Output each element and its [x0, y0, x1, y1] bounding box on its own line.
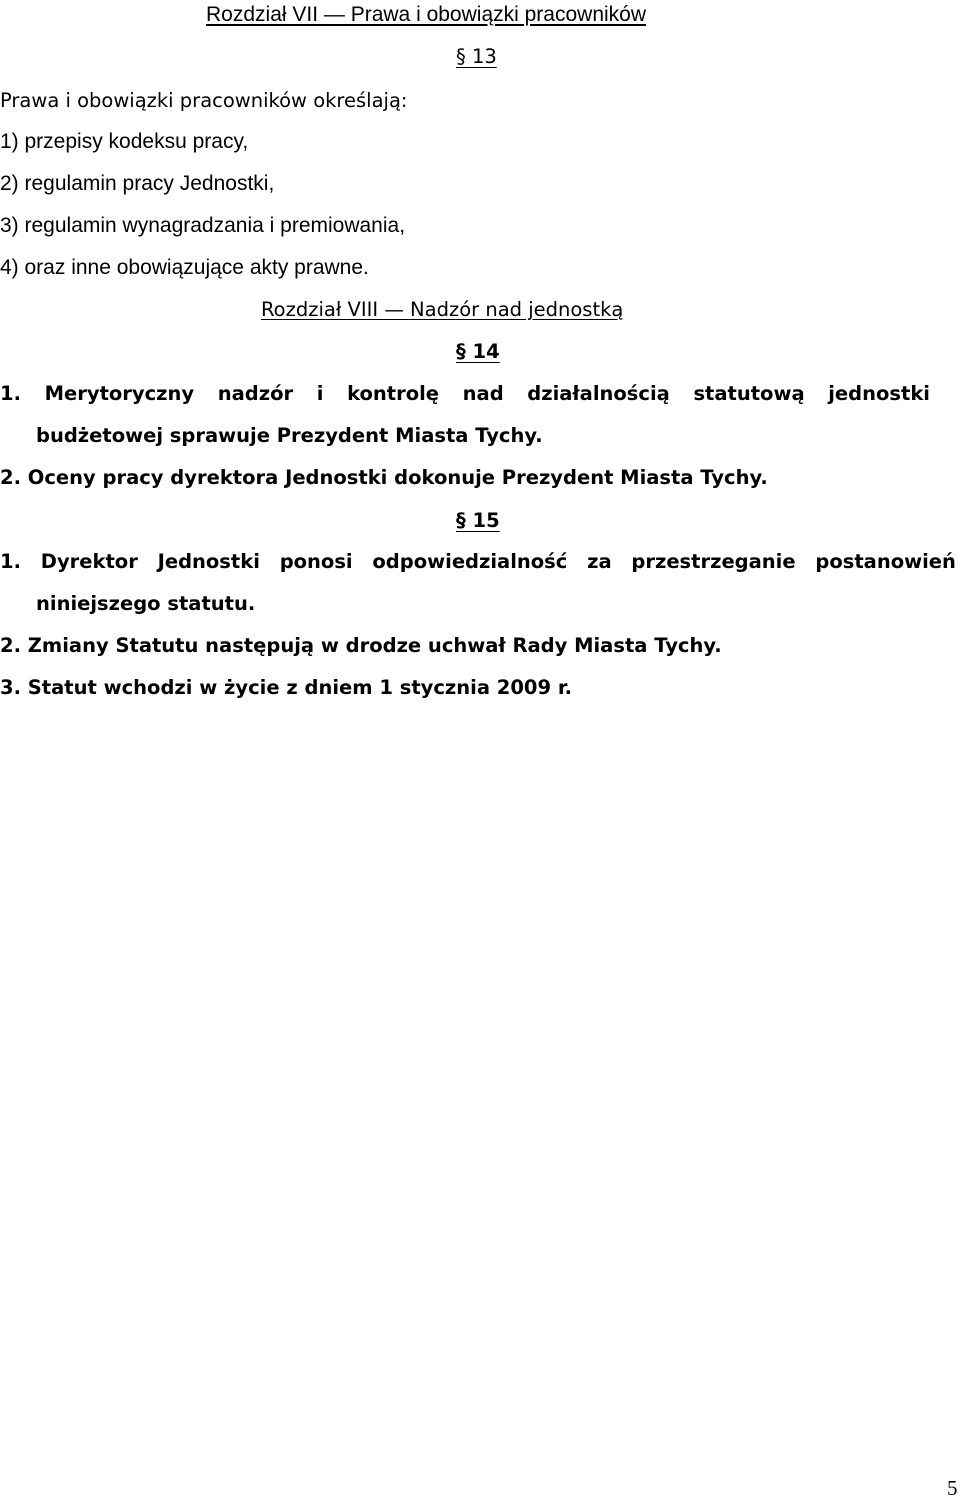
rights-item-2: 2) regulamin pracy Jednostki, — [0, 172, 275, 195]
word: za — [587, 550, 612, 573]
paragraph-14-marker: § 14 — [456, 340, 500, 363]
chapter-7-heading: Rozdział VII — Prawa i obowiązki pracowników — [206, 3, 647, 26]
paragraph-15-point-2: 2. Zmiany Statutu następują w drodze uchwał Rady Miasta Tychy. — [0, 634, 722, 657]
point-number: 1. — [0, 382, 21, 405]
rights-item-3: 3) regulamin wynagradzania i premiowania, — [0, 214, 406, 237]
word: Dyrektor — [40, 550, 138, 573]
chapter-8-heading: Rozdział VIII — Nadzór nad jednostką — [261, 298, 624, 321]
word: Jednostki — [157, 550, 260, 573]
paragraph-14-point-2: 2. Oceny pracy dyrektora Jednostki dokonuje Prezydent Miasta Tychy. — [0, 466, 768, 489]
word: ponosi — [279, 550, 353, 573]
rights-item-1: 1) przepisy kodeksu pracy, — [0, 130, 249, 153]
paragraph-15-point-1-line-1 — [0, 549, 956, 575]
word: postanowień — [815, 550, 956, 573]
paragraph-15-marker: § 15 — [456, 509, 500, 532]
word: i — [316, 382, 324, 405]
word: nadzór — [217, 382, 294, 405]
paragraph-15-point-3: 3. Statut wchodzi w życie z dniem 1 stycznia 2009 r. — [0, 676, 573, 699]
word: działalnością — [527, 382, 670, 405]
paragraph-13-marker: § 13 — [456, 45, 497, 68]
word: kontrolę — [347, 382, 440, 405]
paragraph-15-point-1-line-2: niniejszego statutu. — [36, 592, 256, 615]
word: Merytoryczny — [44, 382, 195, 405]
word: odpowiedzialność — [372, 550, 568, 573]
paragraph-14-point-1-line-1 — [0, 381, 930, 407]
rights-intro: Prawa i obowiązki pracowników określają: — [0, 89, 408, 112]
word: statutową — [693, 382, 805, 405]
word: przestrzeganie — [631, 550, 796, 573]
paragraph-14-point-1-line-2: budżetowej sprawuje Prezydent Miasta Tychy. — [36, 424, 543, 447]
rights-item-4: 4) oraz inne obowiązujące akty prawne. — [0, 256, 369, 279]
point-number: 1. — [0, 550, 21, 573]
word: jednostki — [828, 382, 930, 405]
page-number: 5 — [947, 1476, 958, 1500]
word: nad — [462, 382, 504, 405]
